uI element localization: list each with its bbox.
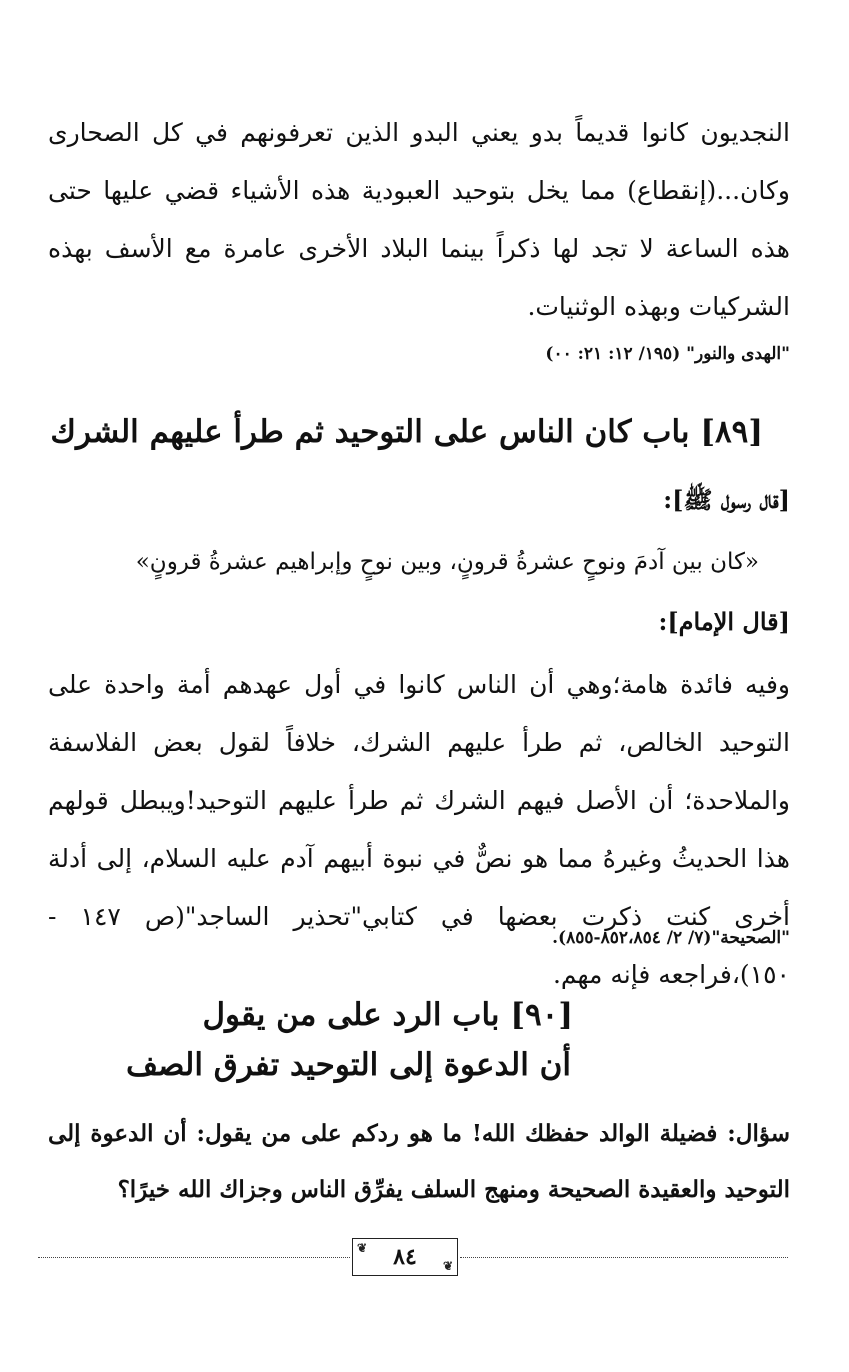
section-90-title-line-2: أن الدعوة إلى التوحيد تفرق الصف bbox=[125, 1047, 571, 1083]
page-number: ٨٤ bbox=[393, 1244, 417, 1270]
paragraph-benefit: وفيه فائدة هامة؛وهي أن الناس كانوا في أول عهدهم أمة واحدة على التوحيد الخالص، ثم طرأ عليهم الشرك، خلافاً لقول بعض الفلاسفة والملاحدة؛ أن الأصل فيهم الشرك ثم طرأ عليهم التوحيد!ويبطل قولهم هذا الحديثُ وغيرهُ مما هو نصٌّ في نبوة أبيهم آدم عليه السلام، إلى أدلة أخرى كنت ذكرت بعضها في كتابي"تحذير الساجد"(ص ١٤٧ - ١٥٠)،فراجعه فإنه مهم. bbox=[48, 670, 790, 989]
footer-divider-left bbox=[38, 1257, 350, 1258]
paragraph-najdis: النجديون كانوا قديماً بدو يعني البدو الذين تعرفونهم في كل الصحارى وكان...(إنقطاع) مما يخل بتوحيد العبودية هذه الأشياء قضي عليها حتى هذه الساعة لا تجد لها ذكراً بينما البلاد الأخرى عامرة مع الأسف بهذه الشركيات وبهذه الوثنيات. bbox=[48, 118, 790, 321]
page-number-box bbox=[352, 1238, 458, 1276]
corner-ornament-icon: ❦ bbox=[442, 1259, 453, 1273]
source-citation-sahiha: "الصحيحة"(٧/ ٢/ ٨٥٢،٨٥٤-٨٥٥). bbox=[552, 928, 790, 948]
corner-ornament-icon: ❦ bbox=[357, 1241, 368, 1255]
section-90-title-line-1: [٩٠] باب الرد على من يقول bbox=[202, 997, 573, 1033]
section-89-title: [٨٩] باب كان الناس على التوحيد ثم طرأ عليهم الشرك bbox=[50, 414, 763, 450]
source-citation-huda-nur: "الهدى والنور" (١٩٥/ ١٢: ٢١: ٠٠) bbox=[545, 344, 790, 364]
question-paragraph: سؤال: فضيلة الوالد حفظك الله! ما هو ردكم على من يقول: أن الدعوة إلى التوحيد والعقيدة الصحيحة ومنهج السلف يفرِّق الناس وجزاك الله خيرًا؟ bbox=[48, 1120, 790, 1203]
label-imam-said: [قال الإمام]: bbox=[658, 607, 790, 636]
footer-divider-right bbox=[460, 1257, 788, 1258]
hadith-text: «كان بين آدمَ ونوحٍ عشرةُ قرونٍ، وبين نوحٍ وإبراهيم عشرةُ قرونٍ» bbox=[135, 549, 759, 575]
label-prophet-said: [قال رسول ﷺ]: bbox=[663, 485, 790, 514]
